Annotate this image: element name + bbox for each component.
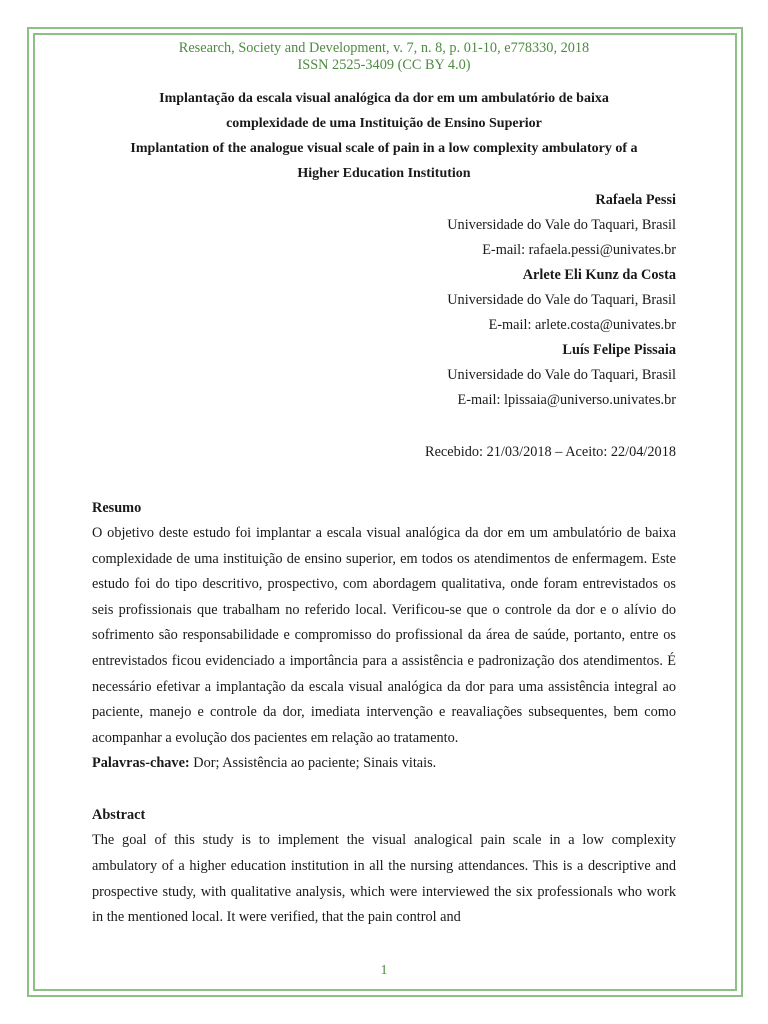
keywords-values: Dor; Assistência ao paciente; Sinais vitais. <box>189 755 437 772</box>
author-email[interactable]: E-mail: rafaela.pessi@univates.br <box>482 242 676 258</box>
author-email[interactable]: E-mail: lpissaia@universo.univates.br <box>457 392 676 408</box>
author-email[interactable]: E-mail: arlete.costa@univates.br <box>488 317 676 333</box>
author-affiliation: Universidade do Vale do Taquari, Brasil <box>447 292 676 308</box>
abstract-text: The goal of this study is to implement the visual analogical pain scale in a low complexity ambulatory of a higher education institution in all the nursing attendances. This is a descriptive and prospective study, with qualitative analysis, which were interviewed the six professionals who work in the mentioned local. It were verified, that the pain control and <box>92 832 676 926</box>
paper-page <box>92 40 676 931</box>
keywords-label: Palavras-chave: <box>92 755 190 772</box>
received-accepted-dates: Recebido: 21/03/2018 – Aceito: 22/04/2018 <box>425 444 676 460</box>
title-en-line-1: Implantation of the analogue visual scale of pain in a low complexity ambulatory of a <box>130 141 638 156</box>
resumo-text: O objetivo deste estudo foi implantar a escala visual analógica da dor em um ambulatório de baixa complexidade de uma instituição de ensino superior, em todos os atendimentos de enfermagem. Este estudo foi do tipo descritivo, prospectivo, com abordagem qualitativa, onde foram entrevistados os seis profissionais que trabalham no referido local. Verificou-se que o controle da dor e o alívio do sofrimento são responsabilidade e compromisso do profissional da área de saúde, portanto, entre os entrevistados ficou evidenciado a importância para a assistência e padronização dos atendimentos. É necessário efetivar a implantação da escala visual analógica da dor para uma assistência integral ao paciente, manejo e controle da dor, imediata intervenção e reavaliações subsequentes, bem como acompanhar a evolução dos pacientes em relação ao tratamento. <box>92 525 676 746</box>
author-name: Luís Felipe Pissaia <box>562 342 676 358</box>
title-portuguese <box>92 86 676 136</box>
journal-issn: ISSN 2525-3409 (CC BY 4.0) <box>297 57 471 73</box>
author-name: Arlete Eli Kunz da Costa <box>522 267 676 283</box>
title-en-line-2: Higher Education Institution <box>297 166 471 181</box>
title-english <box>92 136 676 186</box>
author-2 <box>92 263 676 338</box>
abstract-heading: Abstract <box>92 807 146 824</box>
resumo-heading: Resumo <box>92 500 142 516</box>
page-number: 1 <box>380 963 388 978</box>
author-name: Rafaela Pessi <box>595 192 676 208</box>
title-pt-line-2: complexidade de uma Instituição de Ensino Superior <box>226 116 542 131</box>
author-affiliation: Universidade do Vale do Taquari, Brasil <box>447 217 676 233</box>
author-affiliation: Universidade do Vale do Taquari, Brasil <box>447 367 676 383</box>
author-1 <box>92 188 676 263</box>
journal-citation: Research, Society and Development, v. 7, n. 8, p. 01-10, e778330, 2018 <box>178 40 590 56</box>
author-3 <box>92 338 676 413</box>
title-pt-line-1: Implantação da escala visual analógica da dor em um ambulatório de baixa <box>159 91 609 106</box>
keywords-line <box>92 751 676 776</box>
